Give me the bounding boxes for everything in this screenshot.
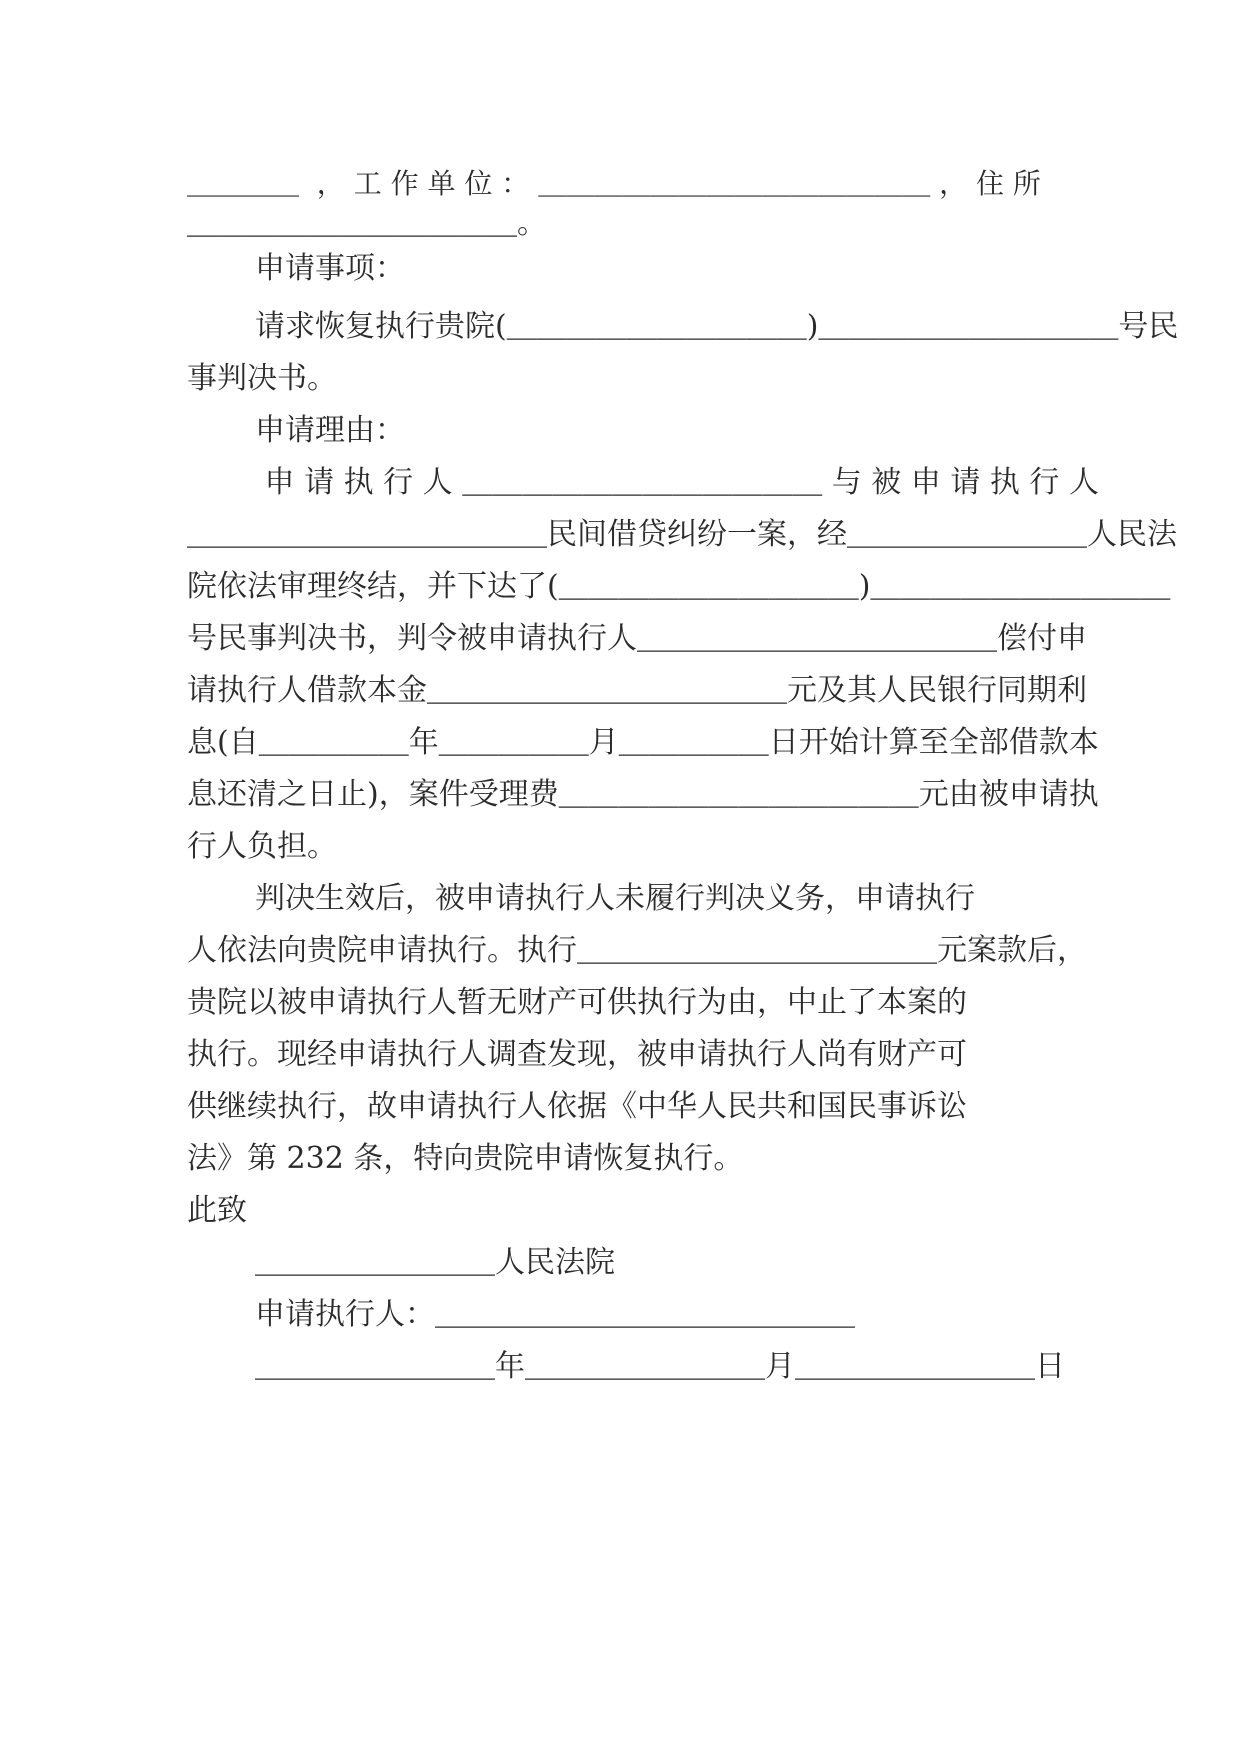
text-line-content: 人依法向贵院申请执行。执行＿＿＿＿＿＿＿＿＿＿＿＿元案款后， — [187, 933, 1087, 968]
applicant-signature-line — [255, 1286, 1045, 1344]
court-addressee — [255, 1234, 1045, 1292]
text-line — [187, 1130, 1045, 1188]
section-heading-reason — [255, 402, 1045, 460]
text-line — [187, 922, 1087, 980]
text-line-content: 申 请 执 行 人 ＿＿＿＿＿＿＿＿＿＿＿＿ 与 被 申 请 执 行 人 — [255, 465, 1099, 500]
date-line — [255, 1338, 1065, 1396]
text-line-content: 息(自＿＿＿＿＿年＿＿＿＿＿月＿＿＿＿＿日开始计算至全部借款本 — [187, 725, 1099, 760]
text-line — [255, 454, 1099, 512]
text-line-content: 供继续执行，故申请执行人依据《中华人民共和国民事诉讼 — [187, 1089, 967, 1124]
text-line — [187, 506, 1177, 564]
text-line — [187, 818, 1045, 876]
text-line-content: 息还清之日止)，案件受理费＿＿＿＿＿＿＿＿＿＿＿＿元由被申请执 — [187, 777, 1099, 812]
text-line-content: 请求恢复执行贵院(＿＿＿＿＿＿＿＿＿＿)＿＿＿＿＿＿＿＿＿＿号民 — [255, 309, 1179, 344]
text-line-content: 号民事判决书，判令被申请执行人＿＿＿＿＿＿＿＿＿＿＿＿偿付申 — [187, 621, 1087, 656]
text-line-content: 院依法审理终结，并下达了(＿＿＿＿＿＿＿＿＿＿)＿＿＿＿＿＿＿＿＿＿ — [187, 569, 1171, 604]
text-line-content: ＿＿＿＿＿＿＿＿＿＿＿。 — [187, 206, 547, 241]
text-line-content: 法》第 232 条，特向贵院申请恢复执行。 — [187, 1141, 744, 1176]
text-line-content: ＿＿＿＿ ， 工 作 单 位 ： ＿＿＿＿＿＿＿＿＿＿＿＿＿＿ ， 住 所 — [187, 167, 1041, 200]
text-line-content: 申请事项： — [255, 251, 405, 286]
text-line — [187, 610, 1087, 668]
text-line-content: ＿＿＿＿＿＿＿＿年＿＿＿＿＿＿＿＿月＿＿＿＿＿＿＿＿日 — [255, 1349, 1065, 1384]
text-line-content: 请执行人借款本金＿＿＿＿＿＿＿＿＿＿＿＿元及其人民银行同期利 — [187, 673, 1087, 708]
text-line-content: 申请执行人：＿＿＿＿＿＿＿＿＿＿＿＿＿＿ — [255, 1297, 855, 1332]
text-line-content: 贵院以被申请执行人暂无财产可供执行为由，中止了本案的 — [187, 985, 967, 1020]
text-line-content: 申请理由： — [255, 413, 405, 448]
text-line — [187, 766, 1099, 824]
text-line-content: 判决生效后，被申请执行人未履行判决义务，申请执行 — [255, 881, 975, 916]
text-line-content: 此致 — [187, 1193, 247, 1228]
section-heading-request — [255, 240, 1045, 298]
text-line-content: ＿＿＿＿＿＿＿＿人民法院 — [255, 1245, 615, 1280]
text-line — [255, 870, 1045, 928]
text-line — [187, 1078, 1045, 1136]
text-line — [187, 1026, 1045, 1084]
text-line-content: ＿＿＿＿＿＿＿＿＿＿＿＿民间借贷纠纷一案，经＿＿＿＿＿＿＿＿人民法 — [187, 517, 1177, 552]
text-line — [187, 558, 1171, 616]
text-line — [187, 662, 1087, 720]
text-line — [187, 350, 1045, 408]
text-line-content: 行人负担。 — [187, 829, 337, 864]
text-line — [187, 714, 1099, 772]
text-line-content: 执行。现经申请执行人调查发现，被申请执行人尚有财产可 — [187, 1037, 967, 1072]
text-line — [255, 298, 1179, 356]
text-line-content: 事判决书。 — [187, 361, 337, 396]
text-line — [187, 974, 1045, 1032]
closing-salutation — [187, 1182, 1045, 1240]
